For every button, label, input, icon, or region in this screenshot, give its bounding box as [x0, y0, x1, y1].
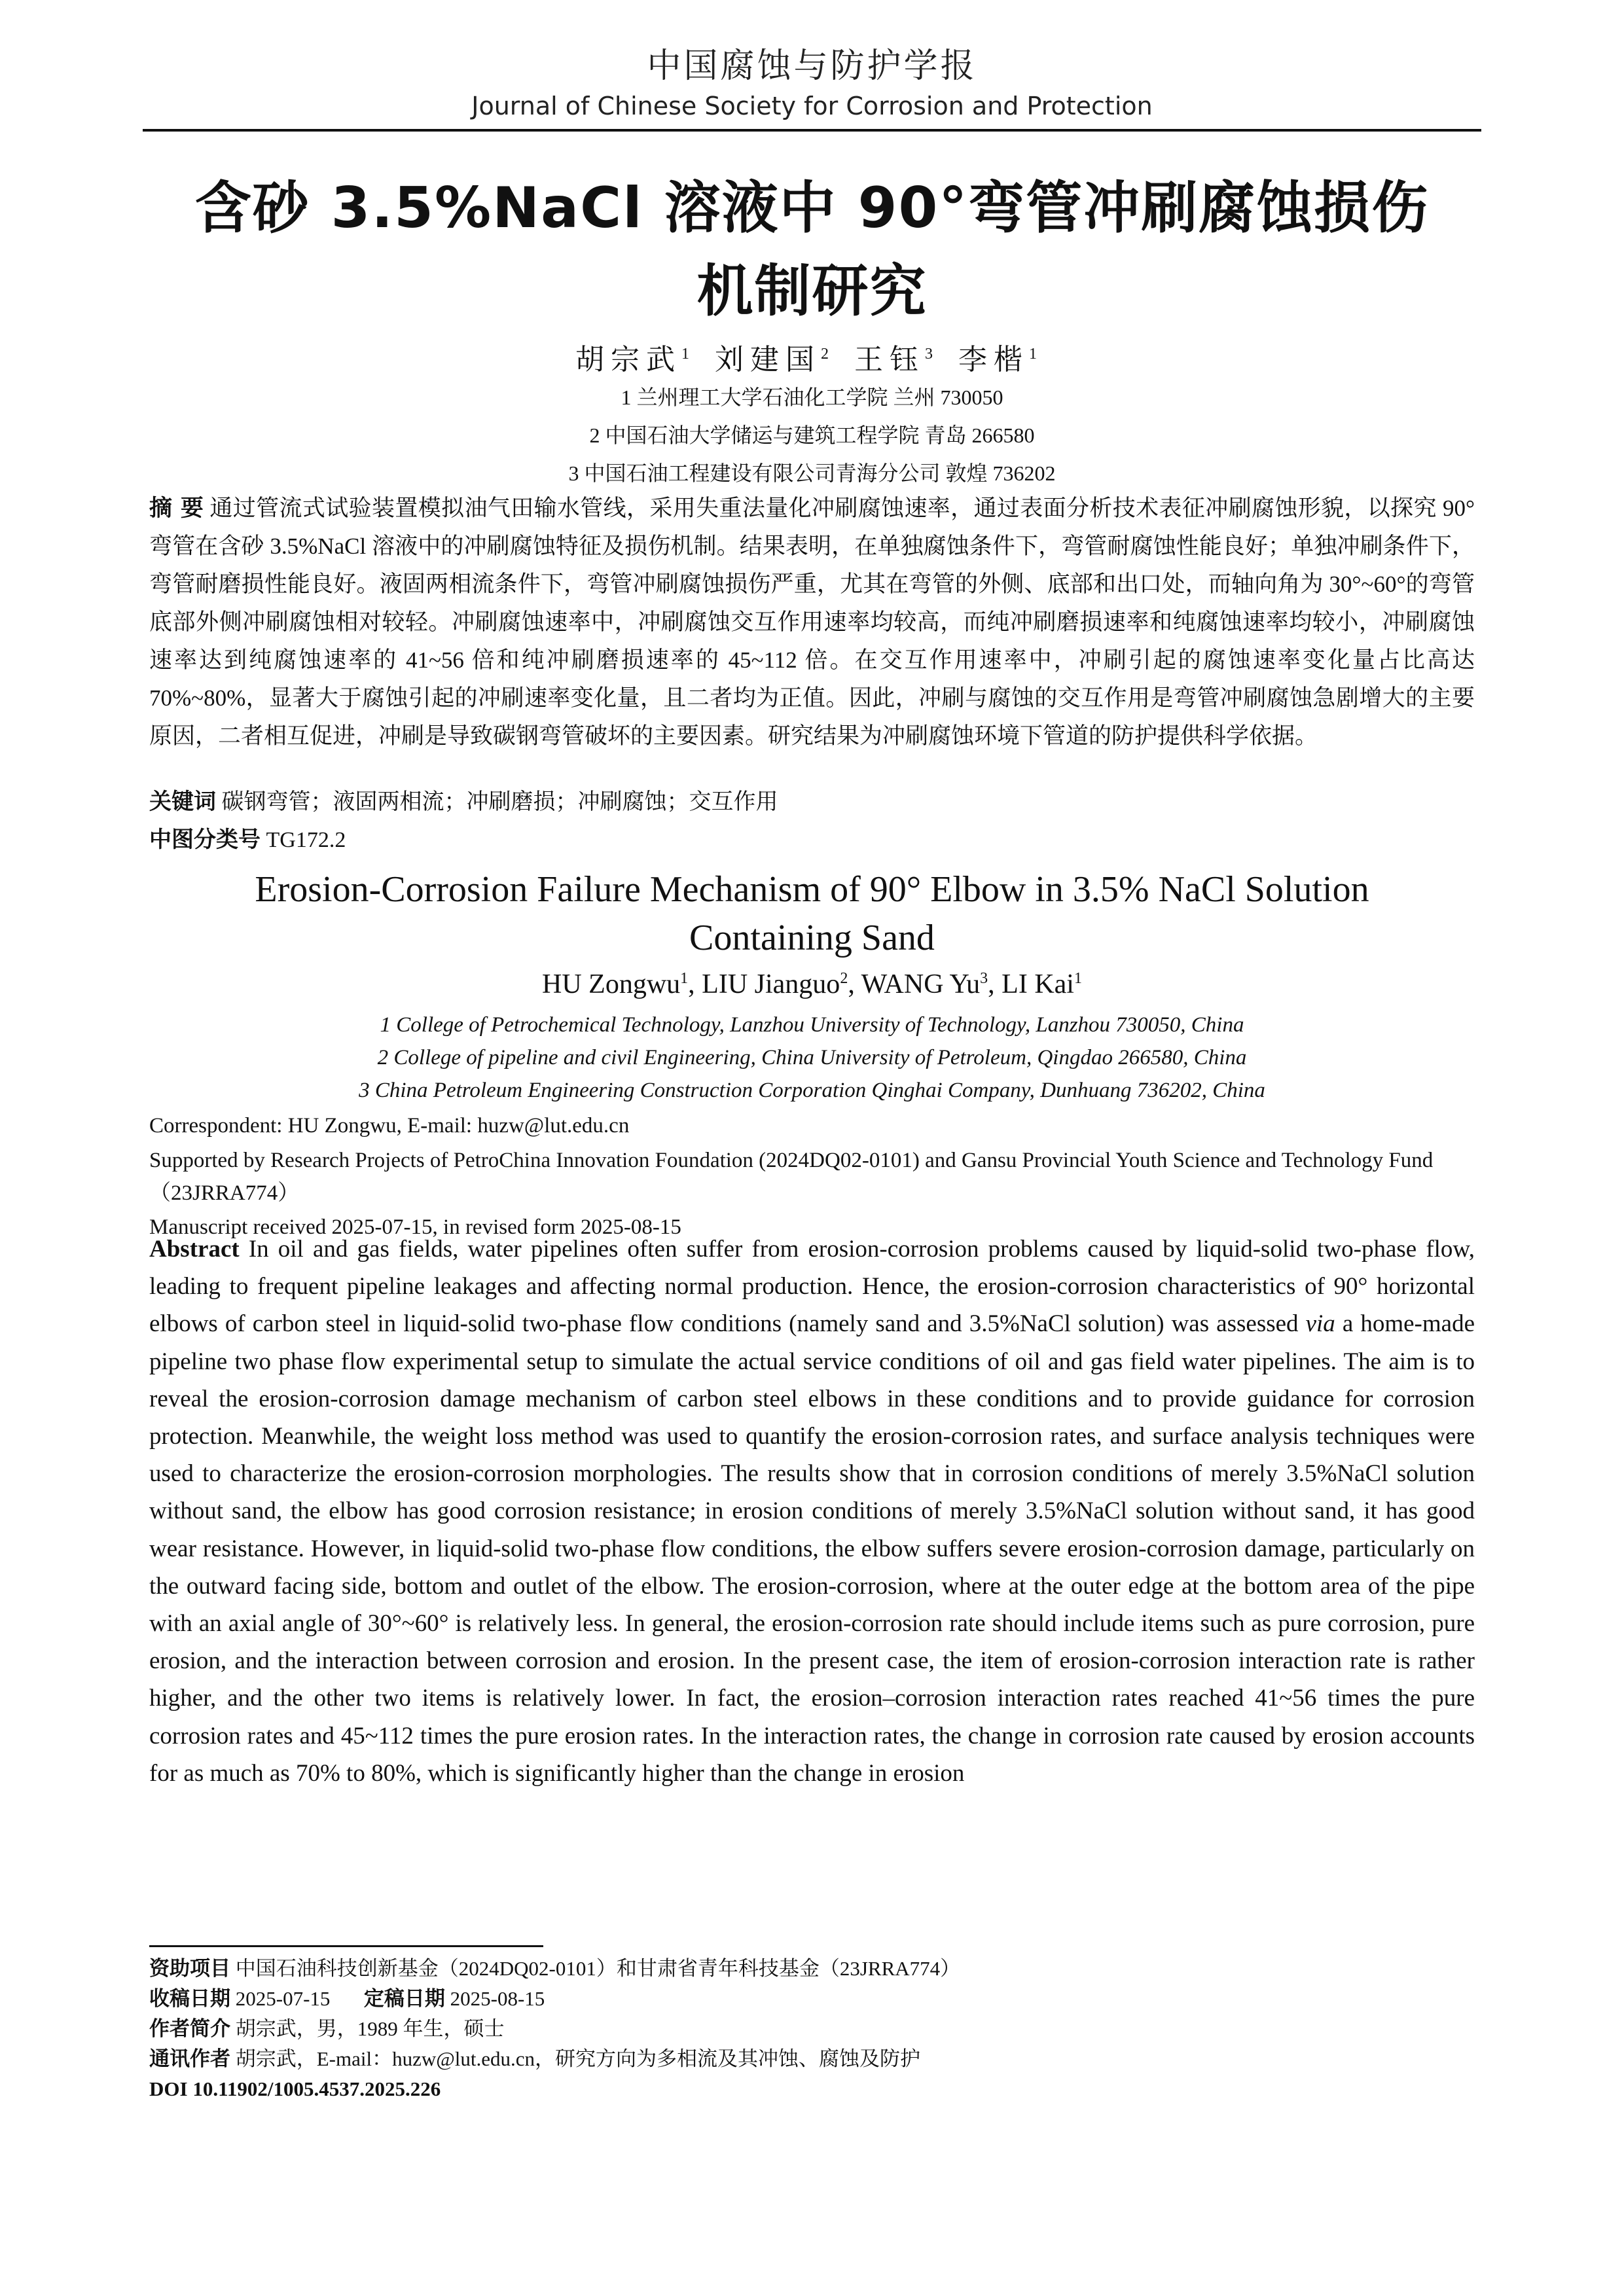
footnote-author-bio — [149, 2016, 1475, 2042]
author-cn-aff: 2 — [821, 346, 829, 363]
manuscript-dates: Manuscript received 2025-07-15, in revised form 2025-08-15 — [149, 1215, 681, 1239]
footnote-text: 2025-07-15 — [235, 1987, 331, 2010]
author-en-name: WANG Yu — [861, 969, 981, 999]
author-cn-name: 胡宗武 — [575, 344, 681, 376]
title-en-line1: Erosion-Corrosion Failure Mechanism of 90° Elbow in 3.5% NaCl Solution — [255, 869, 1369, 910]
footnote-text: 2025-08-15 — [450, 1987, 545, 2010]
affiliation-en: 3 China Petroleum Engineering Construction Corporation Qinghai Company, Dunhuang 736202, China — [359, 1079, 1265, 1102]
author-cn-name: 刘建国 — [715, 344, 821, 376]
abstract-en — [149, 1230, 1475, 1792]
footnote-label: 资助项目 — [149, 1957, 230, 1981]
clc-text: TG172.2 — [266, 828, 346, 852]
footnote-text: 胡宗武，男，1989 年生，硕士 — [235, 2017, 505, 2040]
footnote-text: 胡宗武，E-mail：huzw@lut.edu.cn，研究方向为多相流及其冲蚀、腐蚀及防护 — [235, 2047, 921, 2070]
affiliation-en: 2 College of pipeline and civil Engineering, China University of Petroleum, Qingdao 266580, China — [377, 1046, 1247, 1069]
affiliation-cn: 3 中国石油工程建设有限公司青海分公司 敦煌 736202 — [568, 461, 1056, 485]
abstract-cn-label: 摘 要 — [149, 495, 204, 522]
correspondent: Correspondent: HU Zongwu, E-mail: huzw@lut.edu.cn — [149, 1114, 630, 1138]
author-cn-name: 王钰 — [854, 344, 925, 376]
title-cn-line2: 机制研究 — [696, 259, 928, 324]
author-en-aff: 2 — [840, 970, 848, 987]
author-en-name: LIU Jianguo — [702, 969, 840, 999]
footnote-text: 中国石油科技创新基金（2024DQ02-0101）和甘肃省青年科技基金（23JRRA774） — [235, 1957, 961, 1980]
abstract-cn — [149, 490, 1475, 755]
header-rule — [143, 129, 1481, 132]
affiliation-en: 1 College of Petrochemical Technology, Lanzhou University of Technology, Lanzhou 730050, China — [380, 1013, 1244, 1037]
keywords-cn-label: 关键词 — [149, 789, 216, 815]
affiliation-cn: 1 兰州理工大学石油化工学院 兰州 730050 — [621, 386, 1003, 409]
journal-name-en: Journal of Chinese Society for Corrosion and Protection — [471, 92, 1153, 120]
author-en-name: LI Kai — [1001, 969, 1074, 999]
footnote-label: 收稿日期 — [149, 1987, 230, 2011]
author-cn-name: 李楷 — [958, 344, 1029, 376]
author-en-name: HU Zongwu — [542, 969, 681, 999]
author-en-aff: 1 — [680, 970, 689, 987]
footnote-label: 通讯作者 — [149, 2047, 230, 2071]
title-en-line2: Containing Sand — [689, 918, 935, 958]
footnote-funding — [149, 1956, 1475, 1982]
authors-en: HU Zongwu$^1$, LIU Jianguo$^2$, WANG Yu$^3$, LI Kai$^1$ — [542, 969, 1082, 999]
footnote-rule — [149, 1945, 543, 1947]
footnote-label: 定稿日期 — [363, 1987, 445, 2011]
keywords-cn-text: 碳钢弯管；液固两相流；冲刷磨损；冲刷腐蚀；交互作用 — [221, 790, 778, 814]
clc-number — [149, 823, 1475, 857]
author-cn-aff: 1 — [1029, 346, 1037, 363]
footnote-corresponding — [149, 2046, 1475, 2072]
abstract-en-part2: a home-made pipeline two phase flow experimental setup to simulate the actual service conditions of oil and gas field water pipelines. The aim is to reveal the erosion-corrosion damage mechanism of carbon steel elbows in these conditions and to provide guidance for corrosion protection. Meanwhile, the weight loss method was used to quantify the erosion-corrosion rates, and surface analysis techniques were used to characterize the erosion-corrosion morphologies. The results show that in corrosion conditions of merely 3.5%NaCl solution without sand, the elbow has good corrosion resistance; in erosion conditions of merely 3.5%NaCl solution without sand, it has good wear resistance. However, in liquid-solid two-phase flow conditions, the elbow suffers severe erosion-corrosion damage, particularly on the outward facing side, bottom and outlet of the elbow. The erosion-corrosion, where at the outer edge at the bottom area of the pipe with an axial angle of 30°~60° is relatively less. In general, the erosion-corrosion rate should include items such as pure corrosion, pure erosion, and the interaction between corrosion and erosion. In the present case, the item of erosion-corrosion interaction rate is rather higher, and the other two items is relatively lower. In fact, the erosion–corrosion interaction rates reached 41~56 times the pure corrosion rates and 45~112 times the pure erosion rates. In the interaction rates, the change in corrosion rate caused by erosion accounts for as much as 70% to 80%, which is significantly higher than the change in erosion — [149, 1310, 1475, 1787]
footnote-label: 作者简介 — [149, 2017, 230, 2041]
doi: DOI 10.11902/1005.4537.2025.226 — [149, 2077, 441, 2100]
keywords-cn — [149, 785, 1475, 819]
author-cn-aff: 1 — [681, 346, 689, 363]
abstract-en-part1: In oil and gas fields, water pipelines often suffer from erosion-corrosion problems caused by liquid-solid two-phase flow, leading to frequent pipeline leakages and affecting normal production. Hence, the erosion-corrosion characteristics of 90° horizontal elbows of carbon steel in liquid-solid two-phase flow conditions (namely sand and 3.5%NaCl solution) was assessed — [149, 1236, 1475, 1338]
abstract-en-via: via — [1305, 1310, 1335, 1338]
affiliation-cn: 2 中国石油大学储运与建筑工程学院 青岛 266580 — [589, 423, 1035, 447]
supported-by: Supported by Research Projects of PetroChina Innovation Foundation (2024DQ02-0101) and Gansu Provincial Youth Science and Technology Fund（23JRRA774） — [149, 1149, 1434, 1205]
title-cn-line1: 含砂 3.5%NaCl 溶液中 90°弯管冲刷腐蚀损伤 — [194, 175, 1430, 241]
author-en-aff: 3 — [980, 970, 988, 987]
author-en-aff: 1 — [1074, 970, 1082, 987]
footnote-dates — [149, 1986, 1475, 2012]
author-cn-aff: 3 — [925, 346, 933, 363]
abstract-en-label: Abstract — [149, 1236, 240, 1263]
journal-name-cn: 中国腐蚀与防护学报 — [647, 46, 977, 86]
abstract-cn-text: 通过管流式试验装置模拟油气田输水管线，采用失重法量化冲刷腐蚀速率，通过表面分析技术表征冲刷腐蚀形貌，以探究 90°弯管在含砂 3.5%NaCl 溶液中的冲刷腐蚀特征及损伤机制。结果表明，在单独腐蚀条件下，弯管耐腐蚀性能良好；单独冲刷条件下，弯管耐磨损性能良好。液固两相流条件下，弯管冲刷腐蚀损伤严重，尤其在弯管的外侧、底部和出口处，而轴向角为 30°~60°的弯管底部外侧冲刷腐蚀相对较轻。冲刷腐蚀速率中，冲刷腐蚀交互作用速率均较高，而纯冲刷磨损速率和纯腐蚀速率均较小，冲刷腐蚀速率达到纯腐蚀速率的 41~56 倍和纯冲刷磨损速率的 45~112 倍。在交互作用速率中，冲刷引起的腐蚀速率变化量占比高达 70%~80%，显著大于腐蚀引起的冲刷速率变化量，且二者均为正值。因此，冲刷与腐蚀的交互作用是弯管冲刷腐蚀急剧增大的主要原因，二者相互促进，冲刷是导致碳钢弯管破坏的主要因素。研究结果为冲刷腐蚀环境下管道的防护提供科学依据。 — [149, 495, 1475, 749]
authors-cn — [0, 336, 1624, 378]
clc-label: 中图分类号 — [149, 827, 261, 853]
